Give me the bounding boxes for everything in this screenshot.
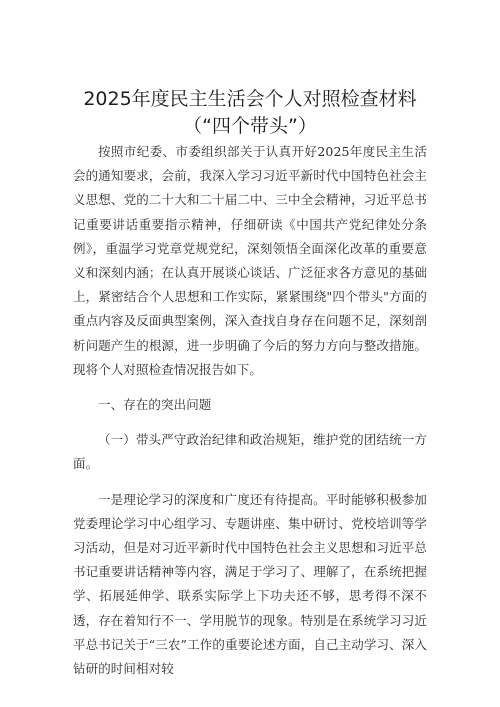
intro-paragraph: 按照市纪委、市委组织部关于认真开好2025年度民主生活会的通知要求，会前，我深入学习习近平新时代中国特色社会主义思想、党的二十大和二十届二中、三中全会精神，习近平总书记重要讲话重要指示精神，仔细研读《中国共产党纪律处分条例》，重温学习党章党规党纪，深刻领悟全面深化改革的重要意义和深刻内涵；在认真开展谈心谈话、广泛征求各方意见的基础上，紧密结合个人思想和工作实际，紧紧围绕"四个带头"方面的重点内容及反面典型案例，深入查找自身存在问题不足，深刻剖析问题产生的根源，进一步明确了今后的努力方向与整改措施。现将个人对照检查情况报告如下。 [73, 144, 427, 377]
document-body [73, 140, 427, 681]
body-paragraph: 一是理论学习的深度和广度还有待提高。平时能够积极参加党委理论学习中心组学习、专题讲座、集中研讨、党校培训等学习活动，但是对习近平新时代中国特色社会主义思想和习近平总书记重要讲话精神等内容，满足于学习了、理解了，在系统把握学、拓展延伸学、联系实际学上下功夫还不够，思考得不深不透，存在着知行不一、学用脱节的现象。特别是在系统学习习近平总书记关于“三农”工作的重要论述方面，自己主动学习、深入钻研的时间相对较 [73, 491, 427, 677]
subsection-heading: （一）带头严守政治纪律和政治规矩，维护党的团结统一方面。 [73, 432, 427, 472]
document-title: 2025年度民主生活会个人对照检查材料（“四个带头”） [83, 88, 417, 137]
section-heading: 一、存在的突出问题 [98, 397, 212, 413]
